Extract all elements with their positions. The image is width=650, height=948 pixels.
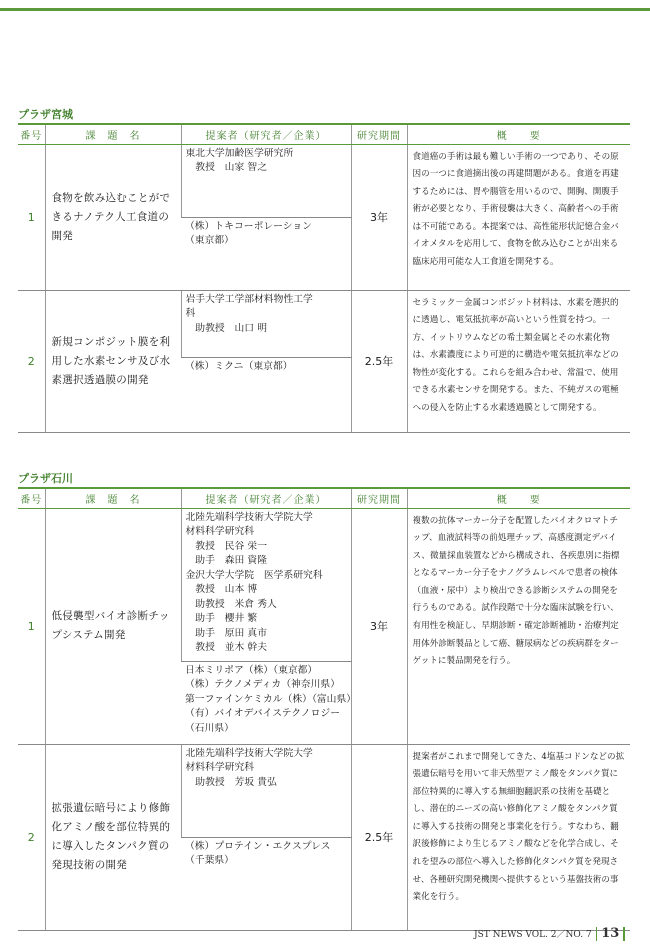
proposer-line: 助教授 米倉 秀人	[185, 598, 277, 610]
proposer-line: 日本ミリポア（株）（東京都）	[185, 664, 318, 676]
proposer-researcher	[181, 144, 351, 217]
divider	[623, 927, 625, 941]
header-number: 番号	[18, 488, 45, 508]
proposer-line: （株）プロテイン・エクスプレス	[185, 840, 331, 852]
section-title: プラザ宮城	[18, 108, 73, 121]
project-table	[18, 487, 630, 931]
row-title: 低侵襲型バイオ診断チップシステム開発	[45, 508, 181, 744]
header-proposer: 提案者（研究者／企業）	[181, 124, 351, 144]
row-title: 新規コンポジット膜を利用した水素センサ及び水素選択透過膜の開発	[45, 290, 181, 432]
row-number: 2	[18, 290, 45, 432]
proposer-line: 助手 原田 真市	[185, 627, 267, 639]
page-number: 13	[601, 926, 620, 941]
row-summary: 提案者がこれまで開発してきた、4塩基コドンなどの拡張遺伝暗号を用いて非天然型アミノ酸をタンパク質に部位特異的に導入する無細胞翻訳系の技術を基礎とし、潜在的ニーズの高い修飾化アミノ酸をタンパク質に導入する技術の開発と事業化を行う。すなわち、翻訳後修飾により生じるアミノ酸などを化学合成し、それを望みの部位へ導入した修飾化タンパク質を発現させ、各種研究開発機関へ提供するという基盤技術の事業化を行う。	[407, 744, 630, 930]
row-number: 1	[18, 508, 45, 744]
proposer-line: （有）バイオデバイステクノロジー	[185, 708, 340, 719]
proposer-researcher	[181, 508, 351, 661]
proposer-line: （株）テクノメディカ（神奈川県）	[185, 679, 340, 690]
header-period: 研究期間	[351, 124, 407, 144]
proposer-company	[181, 357, 351, 432]
proposer-line: 材料科学研究科	[185, 526, 255, 537]
proposer-company	[181, 661, 357, 744]
row-period: 2.5年	[351, 744, 407, 930]
section-ishikawa	[18, 471, 630, 931]
proposer-line: 教授 民谷 栄一	[185, 540, 267, 552]
header-summary: 概 要	[407, 488, 630, 508]
proposer-line: 金沢大学大学院 医学系研究科	[185, 569, 323, 581]
row-summary: セラミック－金属コンポジット材料は、水素を選択的に透過し、電気抵抗率が高いという性質を持つ。一方、イットリウムなどの希土類金属とその水素化物は、水素濃度により可逆的に構造や電気抵抗率などの物性が変化する。これらを組み合わせ、常温で、使用できる水素センサを開発する。また、不純ガスの電極への侵入を防止する水素透過膜として開発する。	[407, 290, 630, 432]
header-period: 研究期間	[351, 488, 407, 508]
proposer-line: 第一ファインケミカル（株）（富山県）	[185, 693, 357, 705]
header-number: 番号	[18, 124, 45, 144]
proposer-line: （石川県）	[185, 722, 234, 734]
proposer-line: （東京都）	[185, 235, 234, 246]
row-number: 1	[18, 144, 45, 290]
proposer-line: 岩手大学工学部材料物性工学	[185, 293, 313, 305]
table-header-row	[18, 124, 630, 144]
table-header-row	[18, 488, 630, 508]
page-footer	[474, 926, 629, 941]
row-period: 2.5年	[351, 290, 407, 432]
top-rule	[0, 8, 650, 11]
proposer-company	[181, 217, 351, 290]
table-row	[18, 144, 630, 217]
proposer-researcher	[181, 290, 351, 357]
section-miyagi	[18, 107, 630, 433]
project-table	[18, 123, 630, 433]
row-title: 拡張遺伝暗号により修飾化アミノ酸を部位特異的に導入したタンパク質の発現技術の開発	[45, 744, 181, 930]
row-period: 3年	[351, 508, 407, 744]
table-row	[18, 290, 630, 357]
proposer-line: 助教授 山口 明	[185, 322, 267, 334]
header-title: 課 題 名	[45, 124, 181, 144]
row-period: 3年	[351, 144, 407, 290]
row-number: 2	[18, 744, 45, 930]
proposer-line: 教授 山家 智之	[185, 162, 267, 173]
row-summary: 食道癌の手術は最も難しい手術の一つであり、その原因の一つに食道摘出後の再建問題がある。食道を再建するためには、胃や腸管を用いるので、開胸、開腹手術が必要となり、手術侵襲は大きく、高齢者への手術は不可能である。本提案では、高性能形状記憶合金バイオメタルを応用して、食物を飲み込むことが出来る臨床応用可能な人工食道を開発する。	[407, 144, 630, 290]
header-proposer: 提案者（研究者／企業）	[181, 488, 351, 508]
proposer-researcher	[181, 744, 351, 837]
proposer-line: （千葉県）	[185, 855, 234, 866]
proposer-line: 助教授 芳坂 貴弘	[185, 776, 277, 788]
row-title: 食物を飲み込むことができるナノテク人工食道の開発	[45, 144, 181, 290]
table-row	[18, 508, 630, 661]
proposer-line: 材料科学研究科	[185, 762, 255, 773]
header-title: 課 題 名	[45, 488, 181, 508]
proposer-line: （株）ミクニ（東京都）	[185, 360, 293, 372]
proposer-line: 北陸先端科学技術大学院大学	[185, 511, 313, 523]
proposer-line: （株）トキコーポレーション	[185, 220, 312, 232]
header-summary: 概 要	[407, 124, 630, 144]
proposer-line: 科	[185, 308, 196, 319]
journal-name: JST NEWS VOL. 2／NO. 7	[474, 930, 592, 940]
section-title: プラザ石川	[18, 472, 73, 485]
table-row	[18, 744, 630, 837]
proposer-line: 教授 山本 博	[185, 584, 258, 595]
divider	[596, 927, 598, 941]
proposer-line: 東北大学加齢医学研究所	[185, 147, 294, 159]
proposer-line: 北陸先端科学技術大学院大学	[185, 747, 313, 759]
proposer-line: 助手 櫻井 繁	[185, 613, 258, 624]
proposer-line: 教授 並木 幹夫	[185, 642, 267, 653]
proposer-line: 助手 森田 資隆	[185, 555, 267, 566]
proposer-company	[181, 837, 351, 930]
row-summary: 複数の抗体マーカー分子を配置したバイオクロマトチップ、血液試料等の前処理チップ、高感度測定デバイス、微量採血装置などから構成され、各疾患別に指標となるマーカー分子をナノグラムレベルで患者の検体（血液・尿中）より検出できる診断システムの開発を行うものである。試作段階で十分な臨床試験を行い、有用性を検証し、早期診断・確定診断補助・治療判定用体外診断製品として癌、糖尿病などの疾病群をターゲットに製品開発を行う。	[407, 508, 630, 744]
